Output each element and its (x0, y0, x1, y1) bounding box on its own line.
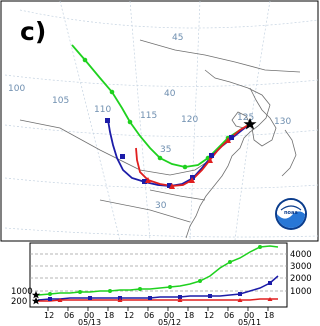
panel-label: c) (20, 17, 47, 46)
profile-blue-marker (148, 296, 152, 300)
hour-tick-label: 18 (264, 311, 275, 320)
profile-blue-marker (238, 292, 242, 296)
hour-tick-label: 18 (184, 311, 195, 320)
lon-label-100: 100 (8, 84, 26, 94)
hour-tick-label: 12 (44, 311, 55, 320)
lon-label-130: 130 (274, 117, 292, 127)
hour-tick-label: 12 (204, 311, 215, 320)
profile-blue-marker (48, 297, 52, 301)
profile-green-marker (108, 289, 112, 293)
profile-blue-marker (208, 294, 212, 298)
profile-green-marker (168, 285, 172, 289)
date-label-0512: 05/12 (158, 318, 182, 326)
profile-blue-marker (88, 296, 92, 300)
hour-tick-label: 00 (84, 311, 95, 320)
lon-label-115: 115 (140, 111, 158, 121)
hour-tick-label: 00 (164, 311, 175, 320)
profile-ticks (48, 307, 268, 311)
hour-tick-label: 06 (64, 311, 75, 320)
noaa-logo-text: noaa (284, 210, 298, 216)
hour-tick-label: 06 (224, 311, 235, 320)
left-axis-label-1000: 1000 (11, 287, 33, 297)
right-axis-label-1000: 1000 (290, 287, 312, 297)
hour-tick-label: 06 (144, 311, 155, 320)
profile-green-marker (78, 290, 82, 294)
left-axis-label-200: 200 (11, 297, 28, 307)
date-label-0511: 05/11 (238, 318, 262, 326)
hour-tick-label: 18 (104, 311, 115, 320)
hour-tick-label: 00 (244, 311, 255, 320)
lon-label-125: 125 (237, 113, 255, 123)
hour-tick-label: 12 (124, 311, 135, 320)
profile-green (38, 246, 278, 295)
profile-red (38, 299, 278, 301)
lon-label-110: 110 (94, 105, 112, 115)
profile-green-marker (48, 292, 52, 296)
lat-label-45: 45 (172, 33, 184, 43)
right-axis-label-4000: 4000 (290, 250, 312, 260)
profile-markers (48, 245, 273, 302)
date-label-0513: 05/13 (78, 318, 102, 326)
right-axis-label-3000: 3000 (290, 262, 312, 272)
lat-label-40: 40 (164, 89, 176, 99)
profile-green-marker (138, 287, 142, 291)
profile-green-marker (258, 245, 262, 249)
profile-green-marker (228, 260, 232, 264)
profile-blue-marker (268, 281, 272, 285)
lat-label-35: 35 (160, 145, 172, 155)
lat-label-30: 30 (155, 201, 167, 211)
profile-start-stars (32, 291, 40, 304)
lon-label-120: 120 (181, 115, 199, 125)
profile-green-marker (198, 279, 202, 283)
right-axis-label-2000: 2000 (290, 274, 312, 284)
lon-label-105: 105 (52, 96, 70, 106)
profile-gridlines (30, 254, 287, 291)
